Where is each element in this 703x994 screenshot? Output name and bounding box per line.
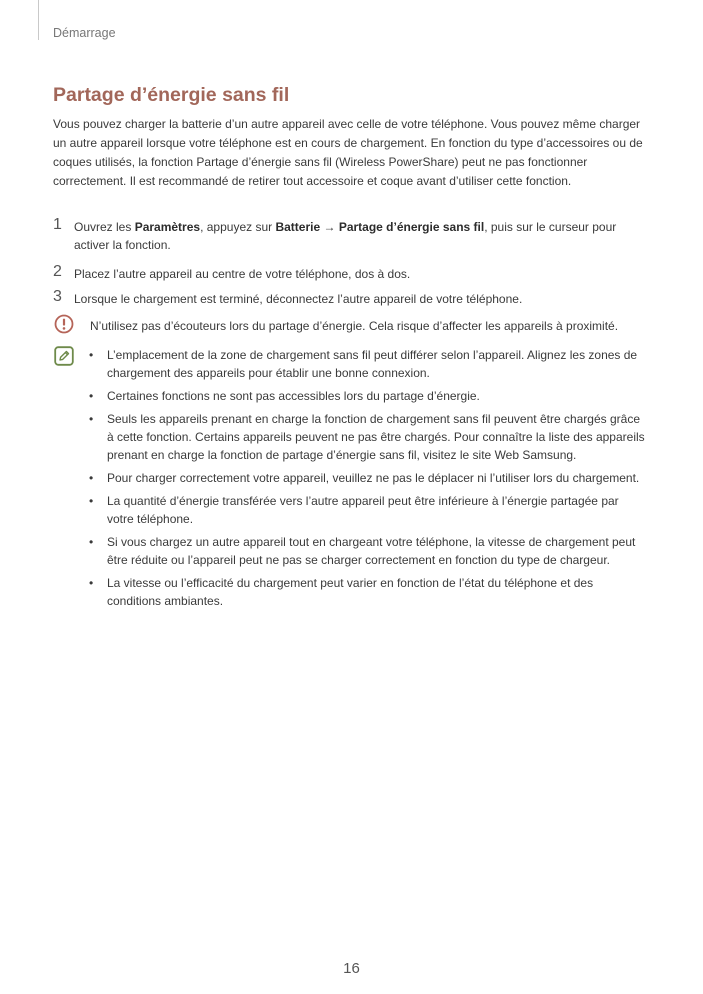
step-number: 3 <box>53 288 62 305</box>
notes-list <box>88 346 648 615</box>
page-number: 16 <box>343 960 360 977</box>
step-text: Lorsque le chargement est terminé, déconnectez l’autre appareil de votre téléphone. <box>74 292 523 306</box>
note-item: • Seuls les appareils prenant en charge la fonction de chargement sans fil peuvent être chargés grâce à cette fonction. Certains appareils peuvent ne pas être chargés. Pour connaître la liste des appareils prenant en charge la fonction de partage d’énergie sans fil, visitez le site Web Samsung. <box>88 410 648 464</box>
section-header: Démarrage <box>53 26 116 40</box>
note-item: • Certaines fonctions ne sont pas accessibles lors du partage d’énergie. <box>88 387 648 405</box>
header-divider <box>38 0 39 40</box>
battery-label: Batterie <box>275 220 321 234</box>
step-number: 2 <box>53 263 62 280</box>
note-item: • Si vous chargez un autre appareil tout en chargeant votre téléphone, la vitesse de chargement peut être réduite ou l’appareil peut ne pas se charger correctement en fonction du type de chargeur. <box>88 533 648 569</box>
wireless-powershare-label: Partage d’énergie sans fil <box>338 220 485 234</box>
page-title: Partage d’énergie sans fil <box>53 84 290 106</box>
note-icon <box>54 346 74 366</box>
note-item: • La quantité d’énergie transférée vers l’autre appareil peut être inférieure à l’énergie partagée par votre téléphone. <box>88 492 648 528</box>
warning-icon <box>54 314 74 334</box>
intro-paragraph: Vous pouvez charger la batterie d’un autre appareil avec celle de votre téléphone. Vous pouvez même charger un autre appareil lorsque votre téléphone est en cours de chargement. En fonction du type d’accessoires ou de coques utilisés, la fonction Partage d’énergie sans fil (Wireless PowerShare) peut ne pas fonctionner correctement. Il est recommandé de retirer tout accessoire et coque avant d’utiliser cette fonction. <box>53 117 643 188</box>
step-text: Ouvrez les Paramètres, appuyez sur Batterie → Partage d’énergie sans fil, puis sur le curseur pour activer la fonction. <box>74 220 617 252</box>
warning-text: N’utilisez pas d’écouteurs lors du partage d’énergie. Cela risque d’affecter les appareils à proximité. <box>90 319 619 333</box>
note-item: • L’emplacement de la zone de chargement sans fil peut différer selon l’appareil. Alignez les zones de chargement des appareils pour établir une bonne connexion. <box>88 346 648 382</box>
step-text: Placez l’autre appareil au centre de votre téléphone, dos à dos. <box>74 267 411 281</box>
step-number: 1 <box>53 216 62 233</box>
note-item: • Pour charger correctement votre appareil, veuillez ne pas le déplacer ni l’utiliser lors du chargement. <box>88 469 648 487</box>
settings-label: Paramètres <box>134 220 201 234</box>
note-item: • La vitesse ou l’efficacité du chargement peut varier en fonction de l’état du téléphone et des conditions ambiantes. <box>88 574 648 610</box>
